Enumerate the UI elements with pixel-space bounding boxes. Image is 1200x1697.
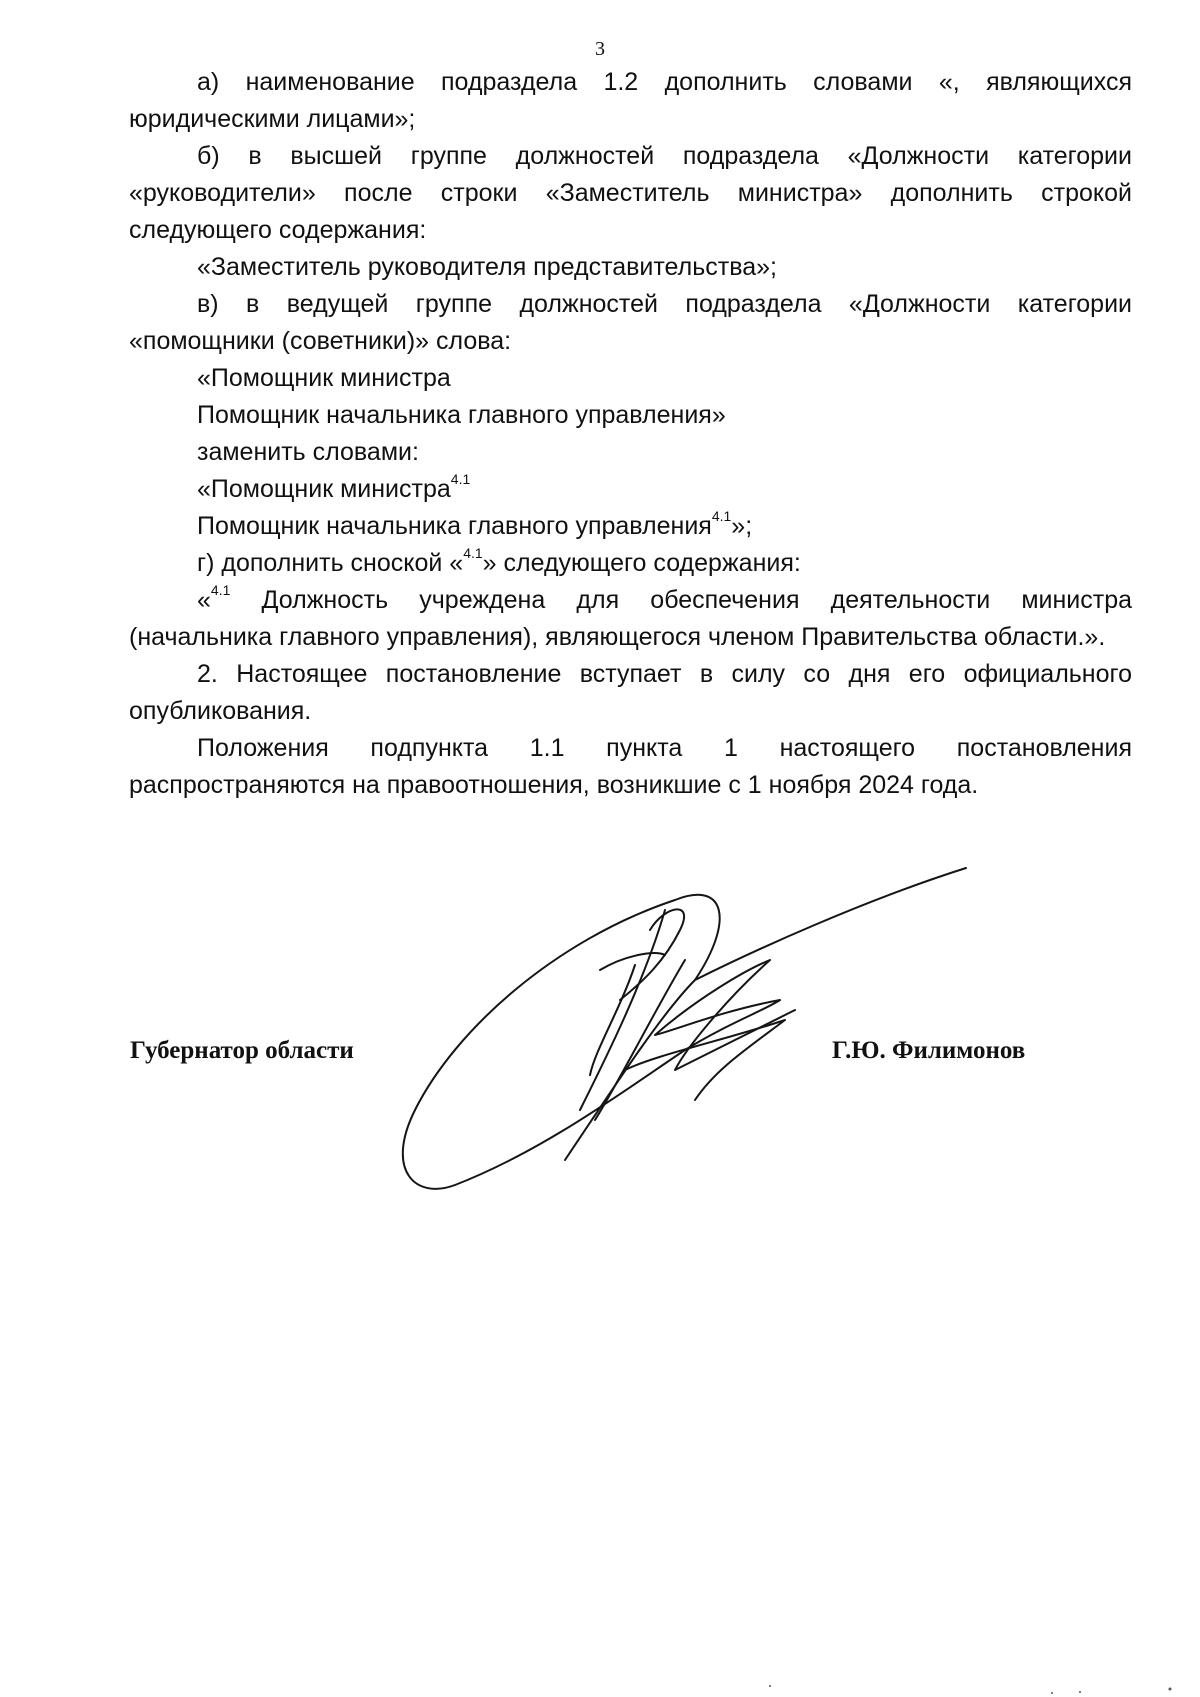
paragraph-b-quote: «Заместитель руководителя представительства»; bbox=[197, 253, 777, 281]
old-line-1: «Помощник министра bbox=[197, 364, 451, 392]
footnote-mark: 4.1 bbox=[463, 544, 483, 561]
footnote-mark: 4.1 bbox=[210, 581, 231, 598]
handwritten-signature bbox=[395, 860, 975, 1220]
footnote-mark: 4.1 bbox=[711, 507, 732, 524]
new-line-2 bbox=[129, 508, 1132, 545]
new-line-1 bbox=[129, 471, 1132, 508]
paragraph-v: в) в ведущей группе должностей подраздела «Должности категории «помощники (советники)» слова: bbox=[129, 290, 1132, 355]
old-line-2: Помощник начальника главного управления» bbox=[197, 401, 726, 429]
document-body bbox=[129, 64, 1132, 804]
signer-name: Г.Ю. Филимонов bbox=[832, 1037, 1026, 1064]
paragraph-g-end: » следующего содержания: bbox=[482, 549, 801, 577]
replace-line: заменить словами: bbox=[197, 438, 419, 466]
footnote-open: « bbox=[197, 586, 211, 614]
new-line-1-text: «Помощник министра bbox=[197, 475, 451, 503]
footnote-text: Должность учреждена для обеспечения деятельности министра (начальника главного управления), являющегося членом Правительства области.». bbox=[129, 586, 1132, 651]
paragraph-a: а) наименование подраздела 1.2 дополнить словами «, являющихся юридическими лицами»; bbox=[129, 68, 1132, 133]
paragraph-provisions: Положения подпункта 1.1 пункта 1 настоящего постановления распространяются на правоотношения, возникшие с 1 ноября 2024 года. bbox=[129, 734, 1132, 799]
footnote-mark: 4.1 bbox=[450, 470, 471, 487]
paragraph-g bbox=[129, 545, 1132, 582]
footnote-paragraph bbox=[129, 582, 1132, 656]
paragraph-item-2: 2. Настоящее постановление вступает в силу со дня его официального опубликования. bbox=[129, 660, 1132, 725]
new-line-2-text: Помощник начальника главного управления bbox=[197, 512, 712, 540]
paragraph-b: б) в высшей группе должностей подраздела «Должности категории «руководители» после строки «Заместитель министра» дополнить строкой следующего содержания: bbox=[129, 142, 1132, 244]
new-line-2-end: »; bbox=[731, 512, 753, 540]
paragraph-g-start: г) дополнить сноской « bbox=[197, 549, 464, 577]
signer-title: Губернатор области bbox=[130, 1037, 354, 1064]
page-number: 3 bbox=[595, 38, 605, 60]
